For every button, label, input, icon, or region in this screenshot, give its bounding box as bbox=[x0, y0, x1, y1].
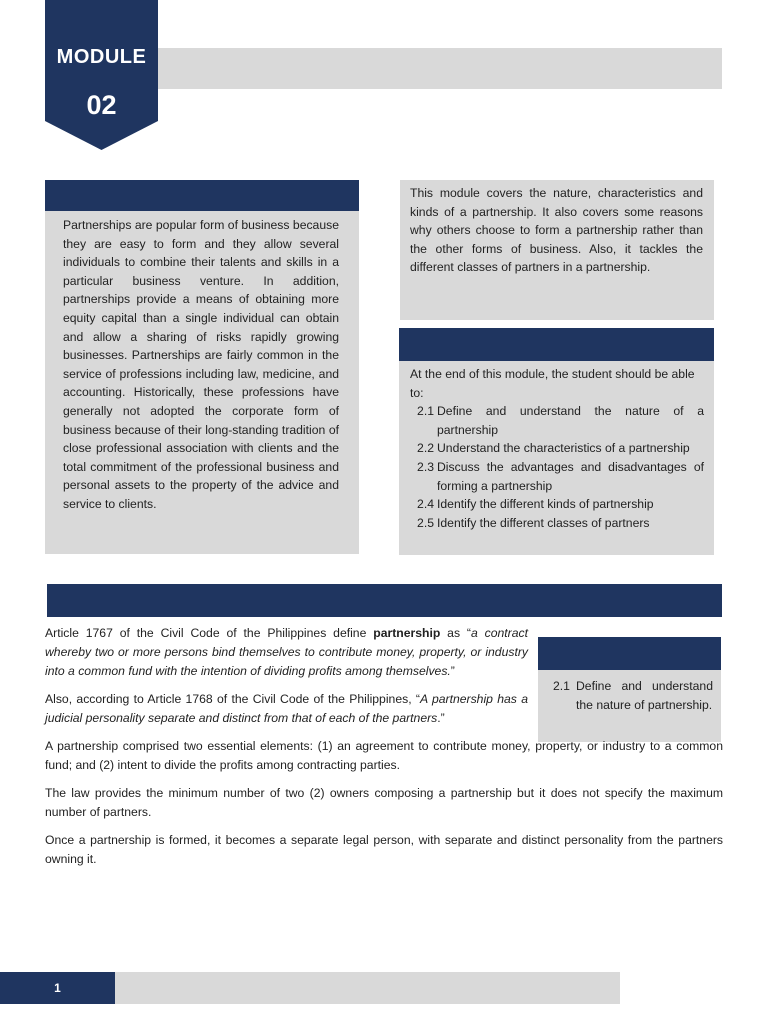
objectives-content bbox=[410, 365, 704, 532]
objectives-lead: At the end of this module, the student should be able to: bbox=[410, 367, 695, 400]
objective-text: Identify the different kinds of partnership bbox=[437, 497, 654, 512]
module-badge-shape bbox=[45, 0, 158, 150]
text-run: Article 1767 of the Civil Code of the Philippines define bbox=[45, 626, 374, 640]
introduction-text: Partnerships are popular form of business because they are easy to form and they allow several individuals to combine their talents and skills in a particular business venture. In addition, partnerships provide a means of obtaining more equity capital than a single individual can obtain and allow a sharing of risks rapidly growing businesses. Partnerships are fairly common in the service of professions including law, medicine, and accounting. Historically, these professions have generally not adopted the corporate form of business because of their long-standing tradition of close professional association with clients and the total commitment of the professional business and personal assets to the property of the advice and service to clients. bbox=[63, 218, 339, 511]
objective-item bbox=[410, 495, 704, 514]
main-content bbox=[45, 624, 723, 878]
objective-number: 2.2 bbox=[417, 441, 434, 456]
legal-person-paragraph: Once a partnership is formed, it becomes a separate legal person, with separate and distinct personality from the partners owning it. bbox=[45, 833, 723, 866]
module-label: MODULE bbox=[56, 46, 147, 68]
definition-quote: a contract whereby two or more persons bind themselves to contribute money, property, or industry into a common fund with the intention of dividing profits among themselves. bbox=[45, 626, 528, 678]
objective-item bbox=[410, 402, 704, 439]
section-header-bar bbox=[47, 584, 722, 617]
module-number: 02 bbox=[86, 90, 117, 120]
side-objective-number: 2.1 bbox=[553, 679, 570, 693]
objective-item bbox=[410, 439, 704, 458]
objective-text: Define and understand the nature of a partnership bbox=[437, 404, 704, 437]
text-run: .” bbox=[437, 711, 445, 725]
article-1768-paragraph bbox=[45, 690, 528, 728]
text-run: as “ bbox=[440, 626, 471, 640]
objectives-list bbox=[410, 402, 704, 532]
objective-text: Understand the characteristics of a partnership bbox=[437, 441, 690, 456]
module-badge bbox=[45, 0, 158, 150]
objective-number: 2.4 bbox=[417, 497, 434, 512]
objective-text: Identify the different classes of partners bbox=[437, 515, 650, 530]
objective-number: 2.5 bbox=[417, 515, 434, 530]
objective-item bbox=[410, 458, 704, 495]
article-quote: A partnership has a judicial personality separate and distinct from that of each of the partners bbox=[45, 692, 528, 725]
keyword-partnership: partnership bbox=[373, 626, 441, 640]
objective-number: 2.3 bbox=[417, 459, 434, 474]
owners-paragraph: The law provides the minimum number of two (2) owners composing a partnership but it does not specify the maximum number of partners. bbox=[45, 786, 723, 819]
header-bar bbox=[158, 48, 722, 89]
side-objective-text: Define and understand the nature of partnership. bbox=[576, 679, 713, 712]
elements-paragraph: A partnership comprised two essential elements: (1) an agreement to contribute money, property, or industry to a common fund; and (2) intent to divide the profits among contracting parties. bbox=[45, 739, 723, 772]
definition-paragraph bbox=[45, 624, 528, 681]
text-run: ” bbox=[450, 664, 455, 678]
footer-bar bbox=[115, 972, 620, 1004]
objective-text: Discuss the advantages and disadvantages of forming a partnership bbox=[437, 459, 704, 493]
objective-number: 2.1 bbox=[417, 404, 434, 419]
objective-item bbox=[410, 514, 704, 533]
introduction-header-bar bbox=[45, 180, 359, 211]
objectives-header-bar bbox=[399, 328, 714, 361]
overview-text: This module covers the nature, characteristics and kinds of a partnership. It also covers some reasons why others choose to form a partnership rather than the other forms of business. Also, it tackles the different classes of partners in a partnership. bbox=[410, 186, 703, 275]
text-run: Also, according to Article 1768 of the Civil Code of the Philippines, “ bbox=[45, 692, 420, 706]
page-number: 1 bbox=[0, 972, 115, 1004]
